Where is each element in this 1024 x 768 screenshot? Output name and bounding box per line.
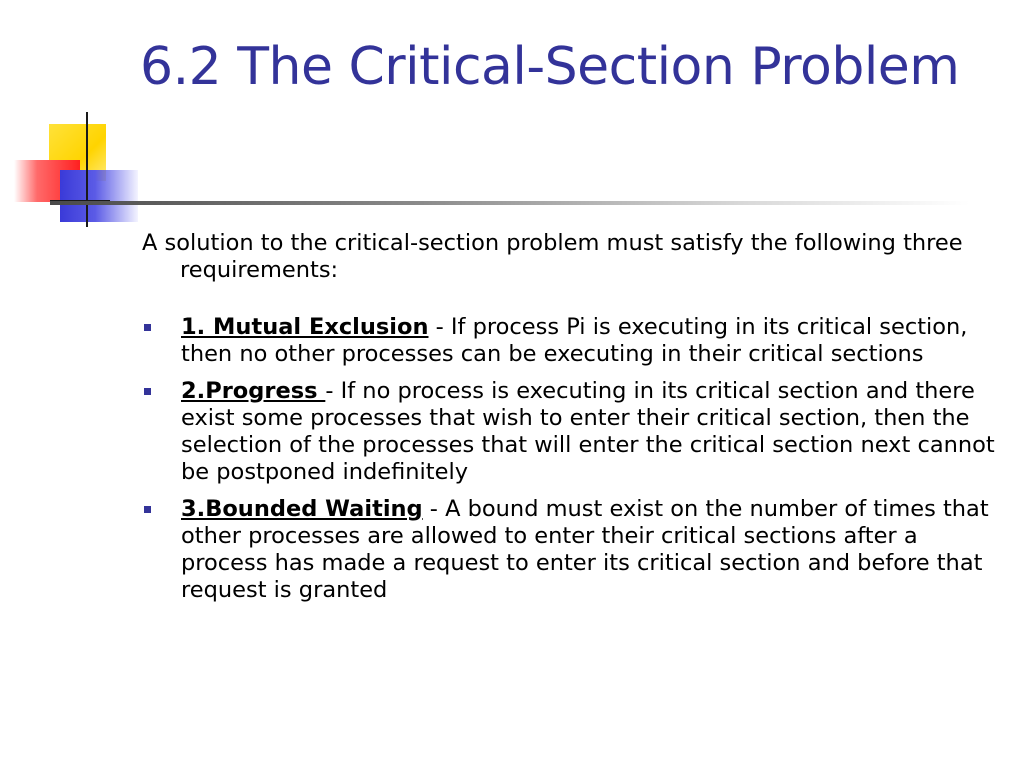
intro-text: A solution to the critical-section problem must satisfy the following three requirements: bbox=[142, 230, 963, 283]
list-item bbox=[142, 496, 1007, 604]
requirement-description: - If no process is executing in its critical section and there exist some processes that wish to enter their critical section, then the selection of the processes that will enter the critical section next cannot be postponed indefinitely bbox=[181, 378, 995, 485]
requirement-description: - A bound must exist on the number of times that other processes are allowed to enter their critical sections after a process has made a request to enter its critical section and before that request is granted bbox=[181, 496, 989, 603]
requirement-name: 2.Progress bbox=[181, 378, 326, 404]
requirement-description: - If process Pi is executing in its critical section, then no other processes can be executing in their critical sections bbox=[181, 314, 968, 367]
slide-body bbox=[142, 230, 1007, 614]
list-item bbox=[142, 378, 1007, 486]
list-item bbox=[142, 314, 1007, 368]
vertical-line bbox=[86, 112, 88, 227]
requirement-name: 1. Mutual Exclusion bbox=[181, 314, 429, 340]
slide-title: 6.2 The Critical-Section Problem bbox=[140, 37, 960, 97]
blue-square bbox=[60, 170, 138, 222]
requirements-list bbox=[142, 314, 1007, 604]
requirement-name: 3.Bounded Waiting bbox=[181, 496, 423, 522]
square-bullet-icon bbox=[144, 388, 151, 395]
square-bullet-icon bbox=[144, 506, 151, 513]
square-bullet-icon bbox=[144, 324, 151, 331]
title-divider bbox=[50, 201, 970, 205]
